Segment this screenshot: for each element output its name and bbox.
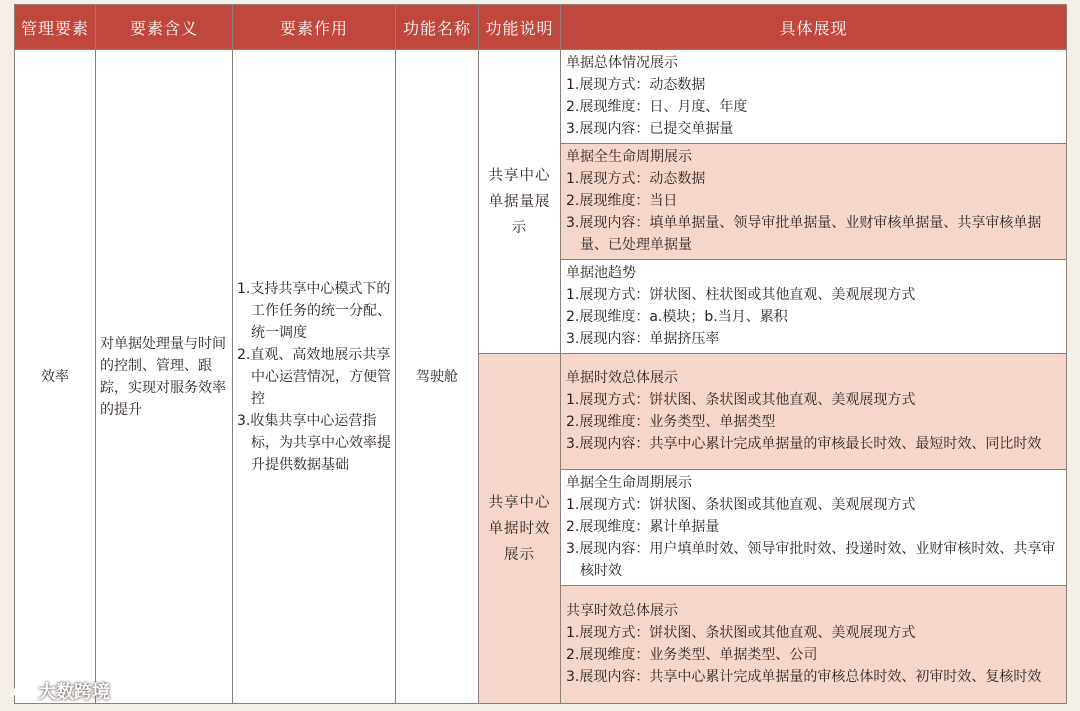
header-specific-presentation: 具体展现 [561,5,1067,50]
block-item: 3.展现内容：已提交单据量 [566,121,734,137]
block-item: 2.展现维度：a.模块；b.当月、累积 [566,309,788,325]
presentation-block [561,586,1067,704]
function-name-cell: 驾驶舱 [396,50,479,704]
function-description-cell-timeliness: 共享中心单据时效展示 [479,354,561,704]
header-element-role: 要素作用 [233,5,396,50]
block-item: 3.展现内容：填单单据量、领导审批单据量、业财审核单据量、共享审核单据量、已处理单据量 [566,215,1042,253]
header-management-element: 管理要素 [15,5,96,50]
block-item: 2.展现维度：业务类型、单据类型 [566,414,776,430]
header-element-meaning: 要素含义 [96,5,233,50]
header-function-description: 功能说明 [479,5,561,50]
role-item: 3.收集共享中心运营指标，为共享中心效率提升提供数据基础 [237,412,391,473]
block-item: 1.展现方式：饼状图、柱状图或其他直观、美观展现方式 [566,287,916,303]
presentation-block [561,354,1067,470]
presentation-block [561,260,1067,354]
table-row [15,50,1067,144]
management-element-cell: 效率 [15,50,96,704]
header-function-name: 功能名称 [396,5,479,50]
watermark [8,678,110,704]
element-role-cell [233,50,396,704]
role-item: 1.支持共享中心模式下的工作任务的统一分配、统一调度 [237,280,391,341]
block-item: 1.展现方式：饼状图、条状图或其他直观、美观展现方式 [566,625,916,641]
block-item: 2.展现维度：累计单据量 [566,519,720,535]
presentation-block [561,470,1067,586]
block-title: 单据全生命周期展示 [566,475,692,491]
block-item: 3.展现内容：用户填单时效、领导审批时效、投递时效、业财审核时效、共享审核时效 [566,541,1056,579]
block-title: 单据池趋势 [566,265,636,281]
block-item: 1.展现方式：动态数据 [566,77,706,93]
element-meaning-cell: 对单据处理量与时间的控制、管理、跟踪，实现对服务效率的提升 [96,50,233,704]
block-title: 单据总体情况展示 [566,55,678,71]
block-item: 2.展现维度：当日 [566,193,678,209]
block-item: 3.展现内容：共享中心累计完成单据量的审核总体时效、初审时效、复核时效 [566,669,1042,685]
block-title: 单据全生命周期展示 [566,149,692,165]
block-title: 单据时效总体展示 [566,370,678,386]
block-item: 1.展现方式：动态数据 [566,171,706,187]
efficiency-function-table [14,4,1067,704]
block-item: 2.展现维度：日、月度、年度 [566,99,748,115]
function-table-sheet [14,4,1066,705]
presentation-block [561,144,1067,260]
header-row [15,5,1067,50]
block-item: 1.展现方式：饼状图、条状图或其他直观、美观展现方式 [566,392,916,408]
watermark-text: 大数跨境 [38,682,110,702]
block-item: 2.展现维度：业务类型、单据类型、公司 [566,647,818,663]
block-item: 1.展现方式：饼状图、条状图或其他直观、美观展现方式 [566,497,916,513]
block-item: 3.展现内容：共享中心累计完成单据量的审核最长时效、最短时效、同比时效 [566,436,1042,452]
presentation-block [561,50,1067,144]
block-item: 3.展现内容：单据挤压率 [566,331,720,347]
block-title: 共享时效总体展示 [566,603,678,619]
function-description-cell-volume: 共享中心单据量展示 [479,50,561,354]
infinity-logo-icon [8,682,34,700]
role-item: 2.直观、高效地展示共享中心运营情况，方便管控 [237,346,391,407]
